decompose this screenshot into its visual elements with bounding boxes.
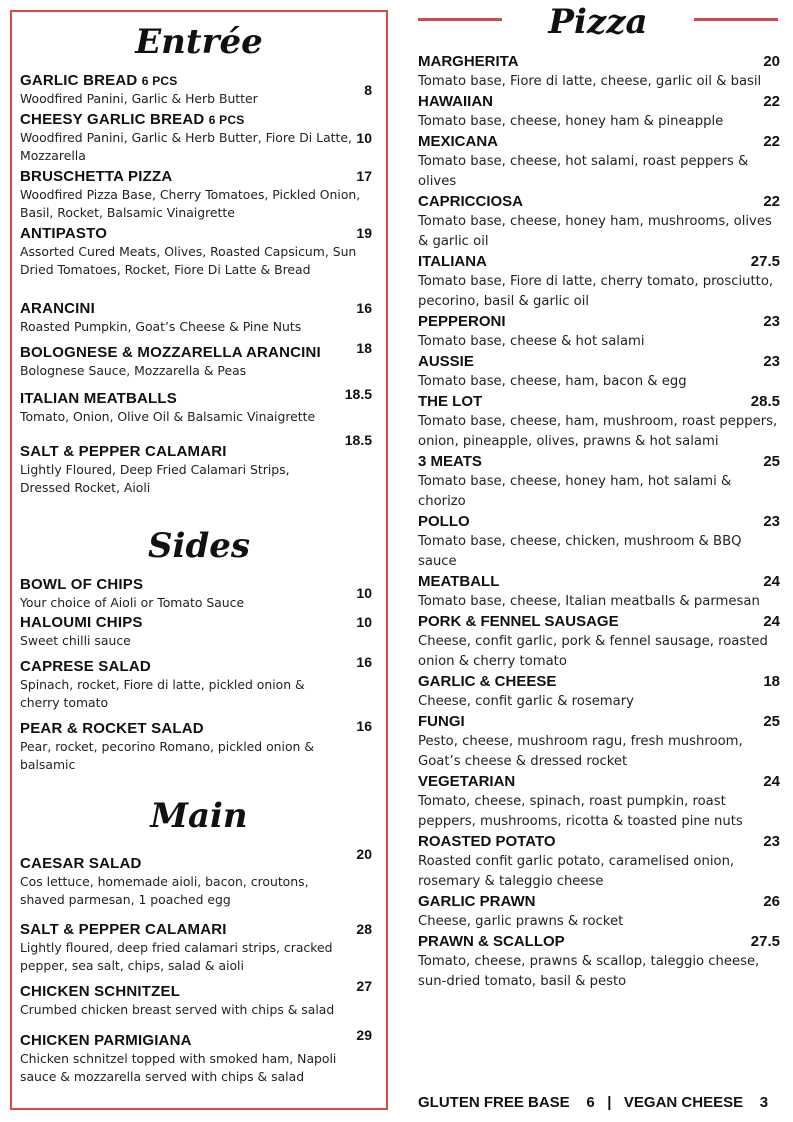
pizza-item-header <box>418 712 780 732</box>
pizza-item-header <box>418 452 780 472</box>
pizza-item-header <box>418 312 780 332</box>
item-desc: Pear, rocket, pecorino Romano, pickled onion & balsamic <box>20 739 314 772</box>
menu-item <box>20 1027 380 1086</box>
pizza-price: 22 <box>763 193 780 210</box>
pizza-item-header <box>418 892 780 912</box>
item-note: 6 PCS <box>208 113 245 127</box>
pizza-desc: Tomato base, Fiore di latte, cheese, garlic oil & basil <box>418 74 762 89</box>
item-desc: Lightly Floured, Deep Fried Calamari Strips, Dressed Rocket, Aioli <box>20 462 290 495</box>
pizza-item-header <box>418 192 780 212</box>
pizza-item-header <box>418 52 780 72</box>
menu-item <box>20 846 380 909</box>
item-note: 6 PCS <box>141 74 178 88</box>
item-price: 27 <box>356 978 372 994</box>
pizza-desc: Tomato base, cheese, Italian meatballs & parmesan <box>418 594 760 609</box>
item-desc: Your choice of Aioli or Tomato Sauce <box>20 595 245 610</box>
item-desc: Crumbed chicken breast served with chips & salad <box>20 1002 335 1017</box>
entree-heading: Entrée <box>135 22 263 62</box>
pizza-item <box>418 512 780 572</box>
pizza-item <box>418 92 780 132</box>
pizza-price: 22 <box>763 93 780 110</box>
item-desc: Woodfired Pizza Base, Cherry Tomatoes, Pickled Onion, Basil, Rocket, Balsamic Vinaigrette <box>20 187 361 220</box>
pizza-price: 27.5 <box>750 933 780 950</box>
pizza-desc: Pesto, cheese, mushroom ragu, fresh mushroom, Goat’s cheese & dressed rocket <box>418 734 743 769</box>
pizza-price: 23 <box>763 513 780 530</box>
menu-item <box>20 432 380 497</box>
item-name: BRUSCHETTA PIZZA <box>20 168 173 185</box>
item-desc: Roasted Pumpkin, Goat’s Cheese & Pine Nuts <box>20 319 302 334</box>
pizza-price: 25 <box>763 713 780 730</box>
item-price: 29 <box>356 1027 372 1043</box>
item-price: 10 <box>356 130 372 146</box>
pizza-name: THE LOT <box>418 393 483 410</box>
item-name: PEAR & ROCKET SALAD <box>20 720 204 737</box>
pizza-item <box>418 672 780 712</box>
pizza-item-header <box>418 132 780 152</box>
item-desc: Cos lettuce, homemade aioli, bacon, croutons, shaved parmesan, 1 poached egg <box>20 874 309 907</box>
pizza-desc: Tomato base, cheese, honey ham & pineapple <box>418 114 724 129</box>
pizza-price: 24 <box>763 773 780 790</box>
item-name: BOLOGNESE & MOZZARELLA ARANCINI <box>20 344 321 361</box>
pizza-name: MARGHERITA <box>418 53 519 70</box>
menu-item <box>20 654 380 712</box>
sides-heading: Sides <box>147 526 251 566</box>
pizza-price: 27.5 <box>750 253 780 270</box>
pizza-desc: Tomato base, Fiore di latte, cherry tomato, prosciutto, pecorino, basil & garlic oil <box>418 274 774 309</box>
pizza-name: PEPPERONI <box>418 313 506 330</box>
pizza-price: 24 <box>763 613 780 630</box>
pizza-name: MEXICANA <box>418 133 499 150</box>
pizza-price: 20 <box>763 53 780 70</box>
item-price: 8 <box>364 82 372 98</box>
pizza-desc: Tomato base, cheese, ham, bacon & egg <box>418 374 687 389</box>
item-desc: Assorted Cured Meats, Olives, Roasted Capsicum, Sun Dried Tomatoes, Rocket, Fiore Di Latte & Bread <box>20 244 357 277</box>
item-name: BOWL OF CHIPS <box>20 576 144 593</box>
pizza-item <box>418 352 780 392</box>
pizza-desc: Tomato base, cheese & hot salami <box>418 334 645 349</box>
pizza-price: 23 <box>763 313 780 330</box>
pizza-name: MEATBALL <box>418 573 500 590</box>
item-name: CHICKEN SCHNITZEL <box>20 983 181 1000</box>
pizza-name: GARLIC PRAWN <box>418 893 536 910</box>
item-price: 10 <box>356 614 372 630</box>
pizza-item-header <box>418 352 780 372</box>
item-name: GARLIC BREAD <box>20 72 138 89</box>
item-price: 19 <box>356 225 372 241</box>
menu-item <box>20 921 380 975</box>
item-name: HALOUMI CHIPS <box>20 614 143 631</box>
pizza-item <box>418 712 780 772</box>
item-desc: Tomato, Onion, Olive Oil & Balsamic Vinaigrette <box>20 409 316 424</box>
pizza-desc: Tomato base, cheese, hot salami, roast peppers & olives <box>418 154 749 189</box>
pizza-name: CAPRICCIOSA <box>418 193 524 210</box>
pizza-item <box>418 452 780 512</box>
item-price: 16 <box>356 718 372 734</box>
menu-item <box>20 72 380 108</box>
item-desc: Chicken schnitzel topped with smoked ham, Napoli sauce & mozzarella served with chips & salad <box>20 1051 337 1084</box>
item-price: 16 <box>356 300 372 316</box>
item-price: 18.5 <box>344 386 372 402</box>
pizza-price: 22 <box>763 133 780 150</box>
item-price: 18.5 <box>344 432 372 448</box>
pizza-price: 28.5 <box>750 393 780 410</box>
menu-item <box>20 225 380 279</box>
footer-note: GLUTEN FREE BASE 6 | VEGAN CHEESE 3 <box>418 1094 769 1111</box>
pizza-item-header <box>418 392 780 412</box>
menu-item <box>20 720 380 774</box>
pizza-price: 23 <box>763 833 780 850</box>
menu-item <box>20 614 380 650</box>
pizza-section <box>418 52 780 992</box>
item-desc: Woodfired Panini, Garlic & Herb Butter, Fiore Di Latte, Mozzarella <box>20 130 352 163</box>
pizza-item <box>418 572 780 612</box>
pizza-desc: Cheese, garlic prawns & rocket <box>418 914 624 929</box>
item-name: SALT & PEPPER CALAMARI <box>20 443 227 460</box>
menu-item <box>20 978 380 1019</box>
item-price: 20 <box>356 846 372 862</box>
pizza-item <box>418 132 780 192</box>
pizza-desc: Tomato, cheese, spinach, roast pumpkin, roast peppers, mushrooms, ricotta & toasted pine nuts <box>418 794 743 829</box>
pizza-desc: Cheese, confit garlic & rosemary <box>418 694 634 709</box>
pizza-name: PRAWN & SCALLOP <box>418 933 565 950</box>
pizza-item-header <box>418 932 780 952</box>
item-desc: Spinach, rocket, Fiore di latte, pickled onion & cherry tomato <box>20 677 305 710</box>
pizza-item <box>418 892 780 932</box>
pizza-item-header <box>418 572 780 592</box>
pizza-item-header <box>418 772 780 792</box>
pizza-item-header <box>418 672 780 692</box>
item-name: CHEESY GARLIC BREAD <box>20 111 205 128</box>
item-desc: Sweet chilli sauce <box>20 633 131 648</box>
pizza-desc: Tomato base, cheese, chicken, mushroom & BBQ sauce <box>418 534 742 569</box>
item-name: CAESAR SALAD <box>20 855 142 872</box>
item-price: 10 <box>356 585 372 601</box>
item-price: 16 <box>356 654 372 670</box>
pizza-name: GARLIC & CHEESE <box>418 673 557 690</box>
item-name: CHICKEN PARMIGIANA <box>20 1032 192 1049</box>
pizza-item <box>418 252 780 312</box>
menu-item <box>20 300 380 336</box>
item-desc: Woodfired Panini, Garlic & Herb Butter <box>20 91 258 106</box>
pizza-name: HAWAIIAN <box>418 93 493 110</box>
pizza-item-header <box>418 832 780 852</box>
item-name: CAPRESE SALAD <box>20 658 151 675</box>
item-name: SALT & PEPPER CALAMARI <box>20 921 227 938</box>
pizza-name: 3 MEATS <box>418 453 482 470</box>
item-name: ARANCINI <box>20 300 95 317</box>
pizza-name: FUNGI <box>418 713 465 730</box>
item-price: 28 <box>356 921 372 937</box>
pizza-item-header <box>418 612 780 632</box>
pizza-item <box>418 832 780 892</box>
pizza-name: ITALIANA <box>418 253 487 270</box>
pizza-name: PORK & FENNEL SAUSAGE <box>418 613 619 630</box>
item-name: ANTIPASTO <box>20 225 108 242</box>
pizza-price: 25 <box>763 453 780 470</box>
item-desc: Lightly floured, deep fried calamari strips, cracked pepper, sea salt, chips, salad & aioli <box>20 940 333 973</box>
pizza-item <box>418 612 780 672</box>
main-heading: Main <box>150 796 248 836</box>
menu-item <box>20 340 380 380</box>
pizza-item <box>418 192 780 252</box>
pizza-item <box>418 772 780 832</box>
item-price: 17 <box>356 168 372 184</box>
pizza-item-header <box>418 252 780 272</box>
pizza-price: 24 <box>763 573 780 590</box>
menu-item <box>20 168 380 222</box>
pizza-heading: Pizza <box>548 2 648 42</box>
pizza-desc: Tomato base, cheese, ham, mushroom, roast peppers, onion, pineapple, olives, prawns & hot salami <box>418 414 778 449</box>
pizza-item-header <box>418 92 780 112</box>
pizza-desc: Cheese, confit garlic, pork & fennel sausage, roasted onion & cherry tomato <box>418 634 768 669</box>
pizza-name: ROASTED POTATO <box>418 833 556 850</box>
pizza-price: 18 <box>763 673 780 690</box>
pizza-name: VEGETARIAN <box>418 773 516 790</box>
menu-item <box>20 111 380 165</box>
menu-item <box>20 576 380 612</box>
pizza-price: 26 <box>763 893 780 910</box>
menu-item <box>20 386 380 426</box>
item-name: ITALIAN MEATBALLS <box>20 390 177 407</box>
item-desc: Bolognese Sauce, Mozzarella & Peas <box>20 363 247 378</box>
pizza-item-header <box>418 512 780 532</box>
pizza-desc: Tomato base, cheese, honey ham, hot salami & chorizo <box>418 474 732 509</box>
pizza-desc: Roasted confit garlic potato, caramelised onion, rosemary & taleggio cheese <box>418 854 735 889</box>
pizza-item <box>418 392 780 452</box>
item-price: 18 <box>356 340 372 356</box>
pizza-item <box>418 312 780 352</box>
pizza-name: AUSSIE <box>418 353 474 370</box>
pizza-item <box>418 52 780 92</box>
pizza-price: 23 <box>763 353 780 370</box>
pizza-rule-right <box>694 18 778 21</box>
pizza-name: POLLO <box>418 513 470 530</box>
pizza-desc: Tomato base, cheese, honey ham, mushrooms, olives & garlic oil <box>418 214 772 249</box>
pizza-desc: Tomato, cheese, prawns & scallop, taleggio cheese, sun-dried tomato, basil & pesto <box>418 954 760 989</box>
pizza-item <box>418 932 780 992</box>
pizza-rule-left <box>418 18 502 21</box>
